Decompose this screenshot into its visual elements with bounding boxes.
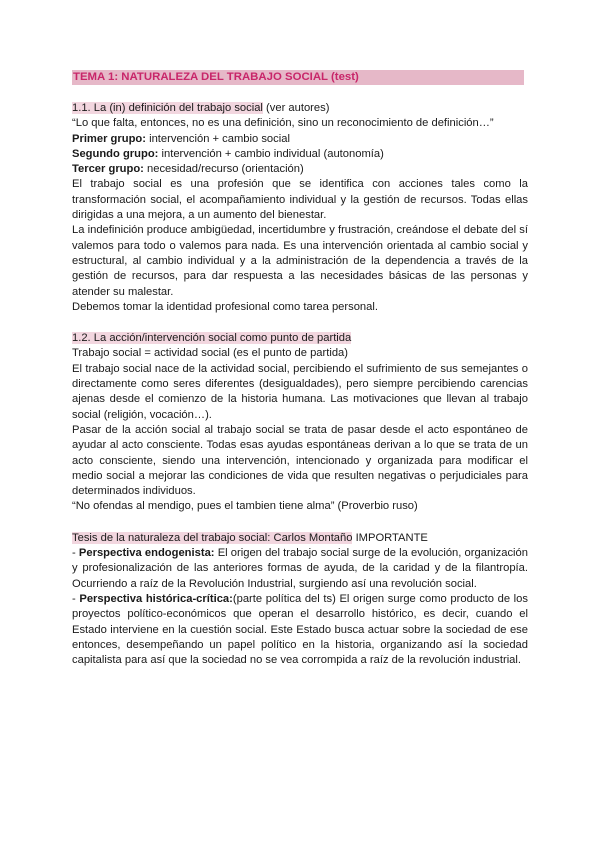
quote: “Lo que falta, entonces, no es una definición, sino un reconocimiento de definición…” xyxy=(72,117,494,130)
group-text: necesidad/recurso (orientación) xyxy=(143,163,304,176)
perspective-text: El origen del trabajo social surge de la evolución, organización y profesionalización de las anteriores formas de ayuda, de la caridad y de la filantropía. Ocurriendo a raíz de la Revolución Industrial, surgiendo así una revolución social. xyxy=(72,547,528,590)
heading-note: (ver autores) xyxy=(262,102,330,114)
section-heading: 1.2. La acción/intervención social como punto de partida xyxy=(72,332,352,345)
perspective-endogenist xyxy=(72,546,528,592)
section-1-1 xyxy=(72,101,528,315)
section-montano xyxy=(72,531,528,669)
group-2 xyxy=(72,147,528,162)
document-body xyxy=(72,70,528,668)
group-text: intervención + cambio social xyxy=(145,132,290,145)
paragraph: El trabajo social nace de la actividad social, percibiendo el sufrimiento de sus semejantes o directamente como seres diferentes (desigualdades), pero siempre percibiendo carencias ajenas desde el comienzo de la historia humana. Las motivaciones que llevan al trabajo social (religión, vocación…). xyxy=(72,362,528,421)
document-title: TEMA 1: NATURALEZA DEL TRABAJO SOCIAL (test) xyxy=(72,70,524,85)
perspective-historic-critical xyxy=(72,592,528,668)
section-1-2 xyxy=(72,331,528,515)
perspective-label: Perspectiva endogenista: xyxy=(78,547,215,560)
paragraph: Trabajo social = actividad social (es el punto de partida) xyxy=(72,347,349,360)
group-label: Segundo grupo: xyxy=(72,147,159,160)
section-heading: Tesis de la naturaleza del trabajo social: Carlos Montaño xyxy=(72,531,353,544)
bullet-dash: - xyxy=(72,592,80,605)
group-label: Primer grupo: xyxy=(72,132,146,145)
group-3 xyxy=(72,162,528,177)
section-montano-heading-line xyxy=(72,531,528,546)
paragraph: La indefinición produce ambigüedad, incertidumbre y frustración, creándose el debate del sí valemos para todo o valemos para nada. Es una intervención orientada al cambio social y estructural, al cambio individual y a la administración de la dependencia a través de la gestión de recursos, para dar respuesta a las necesidades básicas de las personas y atender su malestar. xyxy=(72,224,528,298)
paragraph: Pasar de la acción social al trabajo social se trata de pasar desde el acto espontáneo de ayudar al acto consciente. Todas esas ayudas espontáneas derivan a lo que se trata de un acto consciente, siendo una intervención, intencionado y organizada para modificar el medio social a mejorar las condiciones de vida que resulten negativas o perjudiciales para determinados individuos. xyxy=(72,423,528,498)
quote: “No ofendas al mendigo, pues el tambien tiene alma” (Proverbio ruso) xyxy=(72,500,418,513)
group-label: Tercer grupo: xyxy=(72,163,144,176)
section-1-1-heading-line xyxy=(72,101,528,116)
section-1-2-heading-line xyxy=(72,331,528,346)
perspective-text: (parte política del ts) El origen surge como producto de los proyectos político-económicos que operan el desarrollo histórico, es decir, cuando el Estado interviene en la cuestión social. Este Estado busca actuar sobre la sociedad de ese entonces, desempeñando un papel político en la historia, organizando así la sociedad capitalista para así que la sociedad no se vea corrompida a raíz de la revolución industrial. xyxy=(72,592,528,667)
group-text: intervención + cambio individual (autonomía) xyxy=(158,147,384,160)
perspective-label: Perspectiva histórica-crítica: xyxy=(79,592,233,605)
paragraph: Debemos tomar la identidad profesional como tarea personal. xyxy=(72,300,378,313)
paragraph: El trabajo social es una profesión que se identifica con acciones tales como la transformación social, el acompañamiento individual y la gestión de recursos. Todas ellas dirigidas a una mejora, a un aumento del bienestar. xyxy=(72,178,528,222)
bullet-dash: - xyxy=(72,547,79,560)
heading-note: IMPORTANTE xyxy=(352,531,428,544)
group-1 xyxy=(72,132,528,147)
section-heading: 1.1. La (in) definición del trabajo social xyxy=(72,102,263,114)
